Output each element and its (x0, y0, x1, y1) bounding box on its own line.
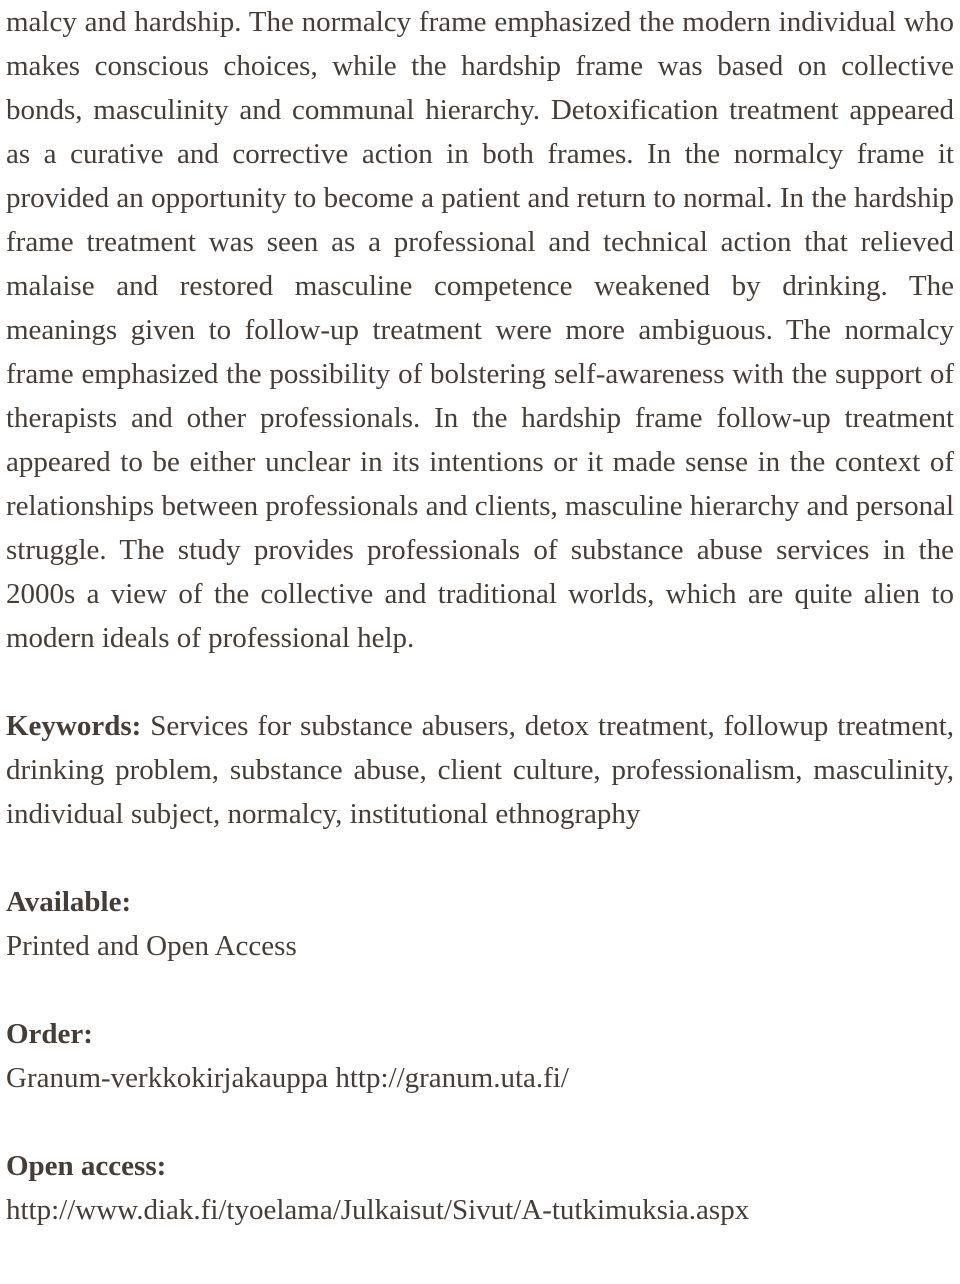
keywords-label: Keywords: (6, 710, 142, 742)
order-value: Granum-verkkokirjakauppa http://granum.uta.fi/ (6, 1062, 569, 1094)
abstract-paragraph: malcy and hardship. The normalcy frame emphasized the modern individual who makes conscious choices, while the hardship frame was based on collective bonds, masculinity and communal hierarchy. Detoxification treatment appeared as a curative and corrective action in both frames. In the normalcy frame it provided an opportunity to become a patient and return to normal. In the hardship frame treatment was seen as a professional and technical action that relieved malaise and restored masculine competence weakened by drinking. The meanings given to follow-up treatment were more ambiguous. The normalcy frame emphasized the possibility of bolstering self-awareness with the support of therapists and other professionals. In the hardship frame follow-up treatment appeared to be either unclear in its intentions or it made sense in the context of relationships between professionals and clients, masculine hierarchy and personal struggle. The study provides professionals of substance abuse services in the 2000s a view of the collective and traditional worlds, which are quite alien to modern ideals of professional help. (6, 6, 954, 654)
open-access-value: http://www.diak.fi/tyoelama/Julkaisut/Sivut/A-tutkimuksia.aspx (6, 1194, 750, 1226)
open-access-section (6, 1144, 954, 1232)
keywords-text: Services for substance abusers, detox treatment, followup treatment, drinking problem, substance abuse, client culture, professionalism, masculinity, individual subject, normalcy, institutional ethnography (6, 710, 954, 830)
order-section (6, 1012, 954, 1100)
keywords-block (6, 704, 954, 836)
order-heading: Order: (6, 1018, 93, 1050)
available-section (6, 880, 954, 968)
open-access-heading: Open access: (6, 1150, 167, 1182)
available-heading: Available: (6, 886, 132, 918)
document-page (6, 0, 954, 1232)
available-value: Printed and Open Access (6, 930, 297, 962)
